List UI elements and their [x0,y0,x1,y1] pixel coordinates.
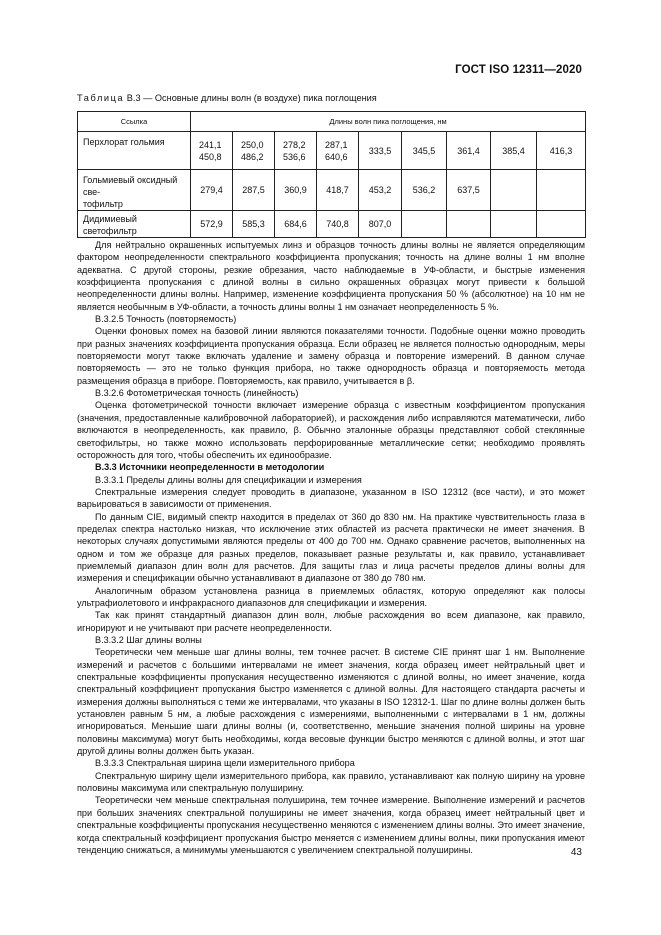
table-cell [537,170,586,211]
subsection-heading: В.3.3.3 Спектральная ширина щели измерительного прибора [95,758,355,769]
paragraph: Так как принят стандартный диапазон длин волн, любые расхождения во всем диапазоне, как правило, игнорируют и не учитывают при расчете неопределенности. [77,610,585,633]
row-source-holmium-oxide-filter: Гольмиевый оксидный све- тофильтр [78,170,191,211]
paragraph: Теоретически чем меньше спектральная полуширина, тем точнее измерение. Выполнение измерений и расчетов при больших значениях спектральной полуширины не имеет значения, когда образец имеет нейтральный цвет и спектральные коэффициенты пропускания несущественно меняются с изменением длины волны. Это имеет значение, когда спектральный коэффициент пропускания быстро меняется с изменением длины волны, пики пропускания имеют тенденцию снижаться, а минимумы уменьшаются с увеличением спектральной полуширины. [77,795,585,855]
table-header-row [78,112,586,132]
table-cell: 333,5 [359,132,402,170]
table-cell: 385,4 [491,132,537,170]
table-cell: 572,9 [191,211,233,238]
table-row [78,170,586,211]
table-cell [537,211,586,238]
paragraph: Спектральные измерения следует проводить в диапазоне, указанном в ISO 12312 (все части), и это может варьироваться в зависимости от применения. [77,486,585,510]
table-cell: 279,4 [191,170,233,211]
column-header-source: Ссылка [78,112,191,132]
table-row [78,132,586,170]
table-cell: 278,2 536,6 [275,132,317,170]
table-cell: 241,1 450,8 [191,132,233,170]
table-cell [491,170,537,211]
page-number: 43 [570,847,582,858]
absorption-peaks-table [77,111,586,238]
table-cell: 287,5 [233,170,275,211]
paragraph: Оценки фоновых помех на базовой линии являются показателями точности. Подобные оценки можно проводить при разных значениях коэффициента пропускания образца. Если образец не является полностью однородным, меры повторяемости могут также включать удаление и замену образца и повторение измерений. В данном случае повторяемость — это не только функция прибора, но также однородность образца и повторяемость метода размещения образца в приборе. Повторяемость, как правило, учитывается в β. [77,326,585,386]
paragraph: Теоретически чем меньше шаг длины волны, тем точнее расчет. В системе CIE принят шаг 1 нм. Выполнение измерений и расчетов с большими интервалами не имеет значения, когда образец имеет нейтральный цвет и спектральные коэффициенты пропускания несущественно изменяются с длиной волны, но имеет значение, когда спектральный коэффициент пропускания быстро изменяется с длиной волны. Для настоящего стандарта расчеты и измерения должны выполняться с теми же интервалами, что указаны в ISO 12312-1. Шаг по длине волны должен быть установлен равным 5 нм, а любые расхождения с измерениями, выполненными с интервалами в 1 нм, должны игнорироваться. Меньшие шаги длины волны (и, соответственно, меньшие значения полной ширины на уровне половины максимума) могут быть необходимы, когда весовые функции быстро меняются с длиной волны, и этот шаг другой длины волны должен быть указан. [77,647,585,757]
subsection-heading: В.3.3.1 Пределы длины волны для спецификации и измерения [95,474,362,485]
subsection-heading: В.3.2.5 Точность (повторяемость) [95,314,237,325]
section-heading: В.3.3 Источники неопределенности в методологии [95,462,325,473]
table-cell: 360,9 [275,170,317,211]
document-header: ГОСТ ISO 12311—2020 [455,64,582,76]
table-caption-label: Таблица [77,93,125,103]
table-cell: 637,5 [447,170,491,211]
table-cell [447,211,491,238]
row-source-holmium-perchlorate: Перхлорат гольмия [78,132,191,170]
row-source-didymium-filter: Дидимиевый светофильтр [78,211,191,238]
table-cell: 361,4 [447,132,491,170]
table-row [78,211,586,238]
table-cell [402,211,447,238]
table-cell: 250,0 486,2 [233,132,275,170]
table-caption-text: В.3 — Основные длины волн (в воздухе) пика поглощения [126,93,377,103]
paragraph: Оценка фотометрической точности включает измерение образца с известным коэффициентом пропускания (значения, предоставленные калибровочной лабораторией), и расхождения либо исправляются математически, либо включаются в неопределенность, как правило, β. Обычно эталонные образцы представляют собой стеклянные светофильтры, но также можно использовать перфорированные металлические сетки; необходимо проявлять осторожность для того, чтобы обеспечить их единообразие. [77,400,585,460]
table-caption [77,93,377,103]
subsection-heading: В.3.3.2 Шаг длины волны [95,635,202,645]
table-cell: 416,3 [537,132,586,170]
paragraph: Аналогичным образом установлена разница в приемлемых областях, которую определяют как полосы ультрафиолетового и инфракрасного диапазонов для спецификации и измерения. [77,585,585,608]
table-cell: 418,7 [317,170,359,211]
table-cell: 585,3 [233,211,275,238]
table-cell: 807,0 [359,211,402,238]
column-header-wavelengths: Длины волн пика поглощения, нм [191,112,586,132]
paragraph: Спектральную ширину щели измерительного прибора, как правило, устанавливают как полную ширину на уровне половины максимума или спектральную полуширину. [77,770,585,794]
table-cell: 740,8 [317,211,359,238]
table-cell: 684,6 [275,211,317,238]
subsection-heading: В.3.2.6 Фотометрическая точность (линейность) [95,388,299,399]
paragraph: По данным CIE, видимый спектр находится в пределах от 360 до 830 нм. На практике чувствительность глаза в пределах спектра настолько низкая, что исключение этих областей из расчета практически не имеет значения. В некоторых случаях допустимыми являются пределы от 400 до 700 нм. Однако сравнение расчетов, выполненных на одном и том же образце для разных пределов, показывает разные результаты и, как правило, устанавливает приемлемый диапазон длин волн для расчетов. Для защиты глаз и лица расчеты пределов длины волны для измерения и спецификации обычно устанавливают в диапазоне от 380 до 780 нм. [77,511,585,584]
table-cell: 536,2 [402,170,447,211]
body-text [77,239,585,856]
table-cell: 453,2 [359,170,402,211]
table-cell: 345,5 [402,132,447,170]
table-cell: 287,1 640,6 [317,132,359,170]
paragraph: Для нейтрально окрашенных испытуемых линз и образцов точность длины волны не является определяющим фактором неопределенности спектрального коэффициента пропускания; точность на длине волны 1 нм вполне адекватна. С другой стороны, резкие обрезания, часто наблюдаемые в УФ-области, и быстрые изменения коэффициента пропускания с длиной волны в сильно окрашенных образцах могут привести к большой неопределенности длины волны. Например, изменение коэффициента пропускания 50 % (абсолютное) на 10 нм не является необычным в УФ-области, а точность длины волны 1 нм означает неопределенность 5 %. [77,240,585,312]
table-cell [491,211,537,238]
